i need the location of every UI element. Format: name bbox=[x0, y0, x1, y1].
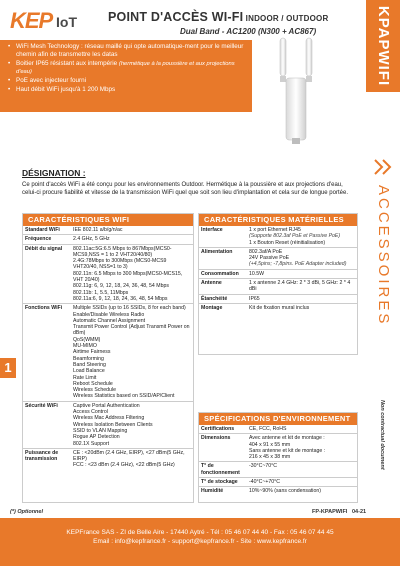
non-contractual-text: Non contractual document bbox=[379, 400, 385, 470]
spec-value-line: 802.11ac:5G:6.5 Mbps to 867Mbps(MCS0-MCS9,NSS = 1 to 2 VHT20/40/80) bbox=[73, 245, 172, 258]
spec-label: Puissance de transmission bbox=[25, 449, 59, 463]
spec-value-line: 802.3af/A PoE bbox=[249, 248, 283, 255]
footer-date: 04-21 bbox=[352, 509, 367, 515]
title-main: POINT D'ACCÈS WI-FI bbox=[108, 10, 244, 24]
page-subtitle: Dual Band - AC1200 (N300 + AC867) bbox=[180, 27, 317, 36]
footer-address: KEPFrance SAS - ZI de Belle Aire - 17440 Aytré - Tél : 05 46 07 44 40 - Fax : 05 46 07 44 45 bbox=[66, 529, 334, 536]
spec-value-line: 404 x 91 x 55 mm bbox=[249, 441, 291, 448]
spec-value-line: Transmit Power Control (Adjust Transmit Power on dBm) bbox=[73, 324, 190, 337]
spec-value-line: (Supporte 802.3af PoE et Passive PoE) bbox=[249, 233, 341, 240]
footer-band bbox=[0, 518, 400, 566]
env-specs-panel bbox=[198, 412, 358, 503]
spec-value-line: Airtime Fairness bbox=[73, 349, 111, 356]
spec-value-line: Beamforming bbox=[73, 355, 104, 362]
wifi-specs-heading: CARACTÉRISTIQUES WIFI bbox=[23, 214, 193, 226]
spec-value-line: SSID to VLAN Mapping bbox=[73, 427, 128, 434]
spec-label: Sécurité WiFi bbox=[25, 402, 58, 409]
feature-item bbox=[6, 60, 246, 76]
spec-value-line: Load Balance bbox=[73, 368, 105, 375]
side-section-label bbox=[366, 185, 400, 327]
spec-value-line: 1 x antenne 2.4 GHz: 2 * 3 dBi, 5 GHz: 2 * 4 dBi bbox=[249, 280, 351, 293]
spec-value-line: FCC : <23 dBm (2.4 GHz), <22 dBm(5 GHz) bbox=[73, 462, 175, 469]
spec-row bbox=[23, 245, 193, 305]
spec-value-line: Kit de fixation mural inclus bbox=[249, 304, 310, 311]
feature-text: WiFi Mesh Technology : réseau maillé qui opte automatique-ment pour le meilleur chemin afin de transmettre les datas bbox=[16, 43, 244, 58]
feature-text: Boitier IP65 résistant aux intempérie bbox=[16, 60, 119, 67]
spec-row bbox=[199, 478, 357, 487]
spec-row bbox=[199, 270, 357, 279]
spec-label: Standard WiFi bbox=[25, 227, 60, 233]
features-list bbox=[6, 43, 246, 94]
spec-row bbox=[199, 248, 357, 270]
spec-value-line: 216 x 45 x 38 mm bbox=[249, 454, 291, 461]
spec-value bbox=[247, 425, 357, 433]
title-sub: INDOOR / OUTDOOR bbox=[243, 14, 329, 23]
spec-value bbox=[71, 245, 193, 304]
wifi-specs-table bbox=[23, 226, 193, 470]
spec-value-line: 2.4G:78Mbps to 300Mbps (MCS0-MCS9 VHT20/40, NSS=1 to 3) bbox=[73, 258, 167, 271]
spec-row bbox=[199, 304, 357, 312]
spec-value bbox=[247, 478, 357, 486]
spec-row bbox=[23, 449, 193, 470]
spec-value-line: 802.1X Support bbox=[73, 440, 110, 447]
spec-label: Certifications bbox=[201, 426, 235, 432]
spec-row bbox=[23, 304, 193, 401]
spec-label: Alimentation bbox=[201, 248, 233, 255]
spec-row bbox=[23, 402, 193, 449]
feature-text: Haut débit WiFi jusqu'à 1 200 Mbps bbox=[16, 86, 116, 93]
spec-value-line: 24V Passive PoE bbox=[249, 255, 290, 262]
spec-row bbox=[23, 235, 193, 244]
spec-row bbox=[199, 279, 357, 295]
env-specs-table bbox=[199, 425, 357, 496]
spec-value bbox=[71, 402, 193, 448]
spec-value-line: Rogue AP Detection bbox=[73, 434, 120, 441]
spec-value-line: IP65 bbox=[249, 295, 260, 302]
spec-value-line: 802.11a:6, 9, 12, 18, 24, 36, 48, 54 Mbps bbox=[73, 295, 168, 302]
spec-value bbox=[247, 248, 357, 269]
spec-value-line: Sans antenne et kit de montage : bbox=[249, 447, 326, 454]
spec-value-line: IEE 802.11 a/b/g/n/ac bbox=[73, 227, 123, 233]
spec-value bbox=[247, 226, 357, 247]
wifi-specs-panel bbox=[22, 213, 194, 503]
features-box bbox=[0, 40, 252, 112]
page-number-tab: 1 bbox=[0, 358, 16, 378]
spec-label: T° de stockage bbox=[201, 479, 238, 486]
env-specs-heading: SPÉCIFICATIONS D'ENVIRONNEMENT bbox=[199, 413, 357, 425]
spec-value-line: Multiple SSIDs (up to 16 SSIDs, 8 for each band) bbox=[73, 305, 186, 312]
spec-value-line: Access Control bbox=[73, 409, 108, 416]
spec-value-line: QoS(WMM) bbox=[73, 336, 101, 343]
spec-label: Humidité bbox=[201, 488, 224, 495]
spec-row bbox=[199, 226, 357, 248]
spec-row bbox=[199, 295, 357, 304]
hw-specs-heading: CARACTÉRISTIQUES MATÉRIELLES bbox=[199, 214, 357, 226]
spec-value bbox=[247, 487, 357, 495]
spec-label: Étanchéité bbox=[201, 295, 228, 302]
spec-value-line: Wireless Mac Address Filtering bbox=[73, 415, 145, 422]
feature-note: (hermétique à la poussière et aux projections d'eau) bbox=[16, 61, 235, 75]
feature-item bbox=[6, 43, 246, 59]
spec-value-line: Avec antenne et kit de montage : bbox=[249, 435, 325, 442]
feature-item bbox=[6, 86, 246, 94]
spec-row bbox=[199, 462, 357, 478]
side-section-text: ACCESSOIRES bbox=[375, 185, 392, 327]
spec-value-line: 10%~90% (sans condensation) bbox=[249, 488, 321, 495]
kep-iot-logo bbox=[10, 8, 82, 34]
footer-optional-note: (*) Optionnel bbox=[10, 509, 43, 515]
spec-value bbox=[71, 226, 193, 234]
hw-specs-panel bbox=[198, 213, 358, 355]
spec-value bbox=[71, 304, 193, 400]
spec-label: Interface bbox=[201, 227, 223, 233]
page-title bbox=[108, 10, 358, 24]
feature-item bbox=[6, 77, 246, 85]
spec-row bbox=[199, 434, 357, 462]
side-product-code-band bbox=[366, 0, 400, 92]
spec-label: Antenne bbox=[201, 280, 222, 287]
footer-contact: Email : info@kepfrance.fr - support@kepfrance.fr - Site : www.kepfrance.fr bbox=[93, 538, 307, 545]
spec-value-line: Wireless Isolation Between Clients bbox=[73, 421, 153, 428]
designation-text: Ce point d'accès WiFi a été conçu pour les environnements Outdoor. Hermétique à la poussière et aux projections d'eau, celui-ci procure fiabilité et vitesse de la transmission WiFi quel que soit son lieu d'implantation et cela sur de longue portée. bbox=[22, 182, 348, 197]
spec-label: Débit du signal bbox=[25, 245, 63, 252]
spec-value-line: CE, FCC, RoHS bbox=[249, 426, 287, 432]
spec-value bbox=[247, 270, 357, 278]
logo-iot-text: IoT bbox=[56, 14, 77, 30]
spec-row bbox=[199, 487, 357, 495]
access-point-image bbox=[266, 36, 326, 146]
spec-label: Montage bbox=[201, 304, 223, 311]
spec-label: Dimensions bbox=[201, 435, 231, 442]
spec-value-line: 10.5W bbox=[249, 270, 264, 277]
spec-value bbox=[71, 235, 193, 243]
spec-value-line: 802.11g: 6, 9, 12, 18, 24, 36, 48, 54 Mbps bbox=[73, 283, 169, 290]
spec-label: T° de fonctionnement bbox=[201, 463, 240, 476]
spec-value-line: -30°C~70°C bbox=[249, 463, 277, 470]
spec-row bbox=[199, 425, 357, 434]
spec-value-line: Enable/Disable Wireless Radio bbox=[73, 311, 145, 318]
spec-value-line: Automatic Channel Assignment bbox=[73, 317, 146, 324]
spec-value-line: (+4,5pins; -7,8pins. PoE Adapter included) bbox=[249, 261, 347, 268]
spec-value-line: 1 x Bouton Reset (réinitialisation) bbox=[249, 239, 326, 246]
spec-value bbox=[247, 279, 357, 294]
spec-value-line: Wireless Schedule bbox=[73, 387, 116, 394]
spec-value-line: Rate Limit bbox=[73, 374, 97, 381]
spec-label: Consommation bbox=[201, 270, 239, 277]
spec-value bbox=[247, 304, 357, 312]
spec-value-line: 1 x port Ethernet RJ45 bbox=[249, 227, 301, 233]
spec-label: Fréquence bbox=[25, 236, 52, 243]
spec-value-line: MU-MIMO bbox=[73, 343, 97, 350]
spec-row bbox=[23, 226, 193, 235]
spec-value-line: 802.11b: 1, 5.5, 11Mbps bbox=[73, 289, 129, 296]
designation-heading: DÉSIGNATION : bbox=[22, 168, 86, 178]
spec-value bbox=[247, 434, 357, 461]
feature-text: PoE avec injecteur fourni bbox=[16, 77, 87, 84]
spec-value bbox=[247, 295, 357, 303]
spec-value-line: Band Steering bbox=[73, 361, 106, 368]
spec-value bbox=[247, 462, 357, 477]
spec-value bbox=[71, 449, 193, 470]
spec-value-line: Reboot Schedule bbox=[73, 380, 113, 387]
spec-value-line: -40°C~+70°C bbox=[249, 479, 280, 486]
spec-value-line: 802.11n: 6.5 Mbps to 300 Mbps(MCS0-MCS15, VHT 20/40) bbox=[73, 270, 183, 284]
spec-value-line: Wireless Statistics based on SSID/AP/Client bbox=[73, 393, 175, 400]
spec-label: Fonctions WiFi bbox=[25, 305, 63, 312]
side-non-contractual bbox=[376, 400, 388, 470]
spec-value-line: 2.4 GHz, 5 GHz bbox=[73, 236, 110, 243]
logo-kep-text: KEP bbox=[10, 8, 53, 33]
spec-value-line: CE : <20dBm (2.4 GHz, EIRP), <27 dBm(5 GHz, EIRP) bbox=[73, 449, 185, 463]
side-product-code: KPAPWIFI bbox=[375, 5, 392, 87]
spec-value-line: Captive Portal Authentication bbox=[73, 402, 140, 409]
hw-specs-table bbox=[199, 226, 357, 312]
double-chevron-icon bbox=[372, 156, 394, 178]
footer-reference: FP-KPAPWIFI bbox=[312, 509, 348, 515]
